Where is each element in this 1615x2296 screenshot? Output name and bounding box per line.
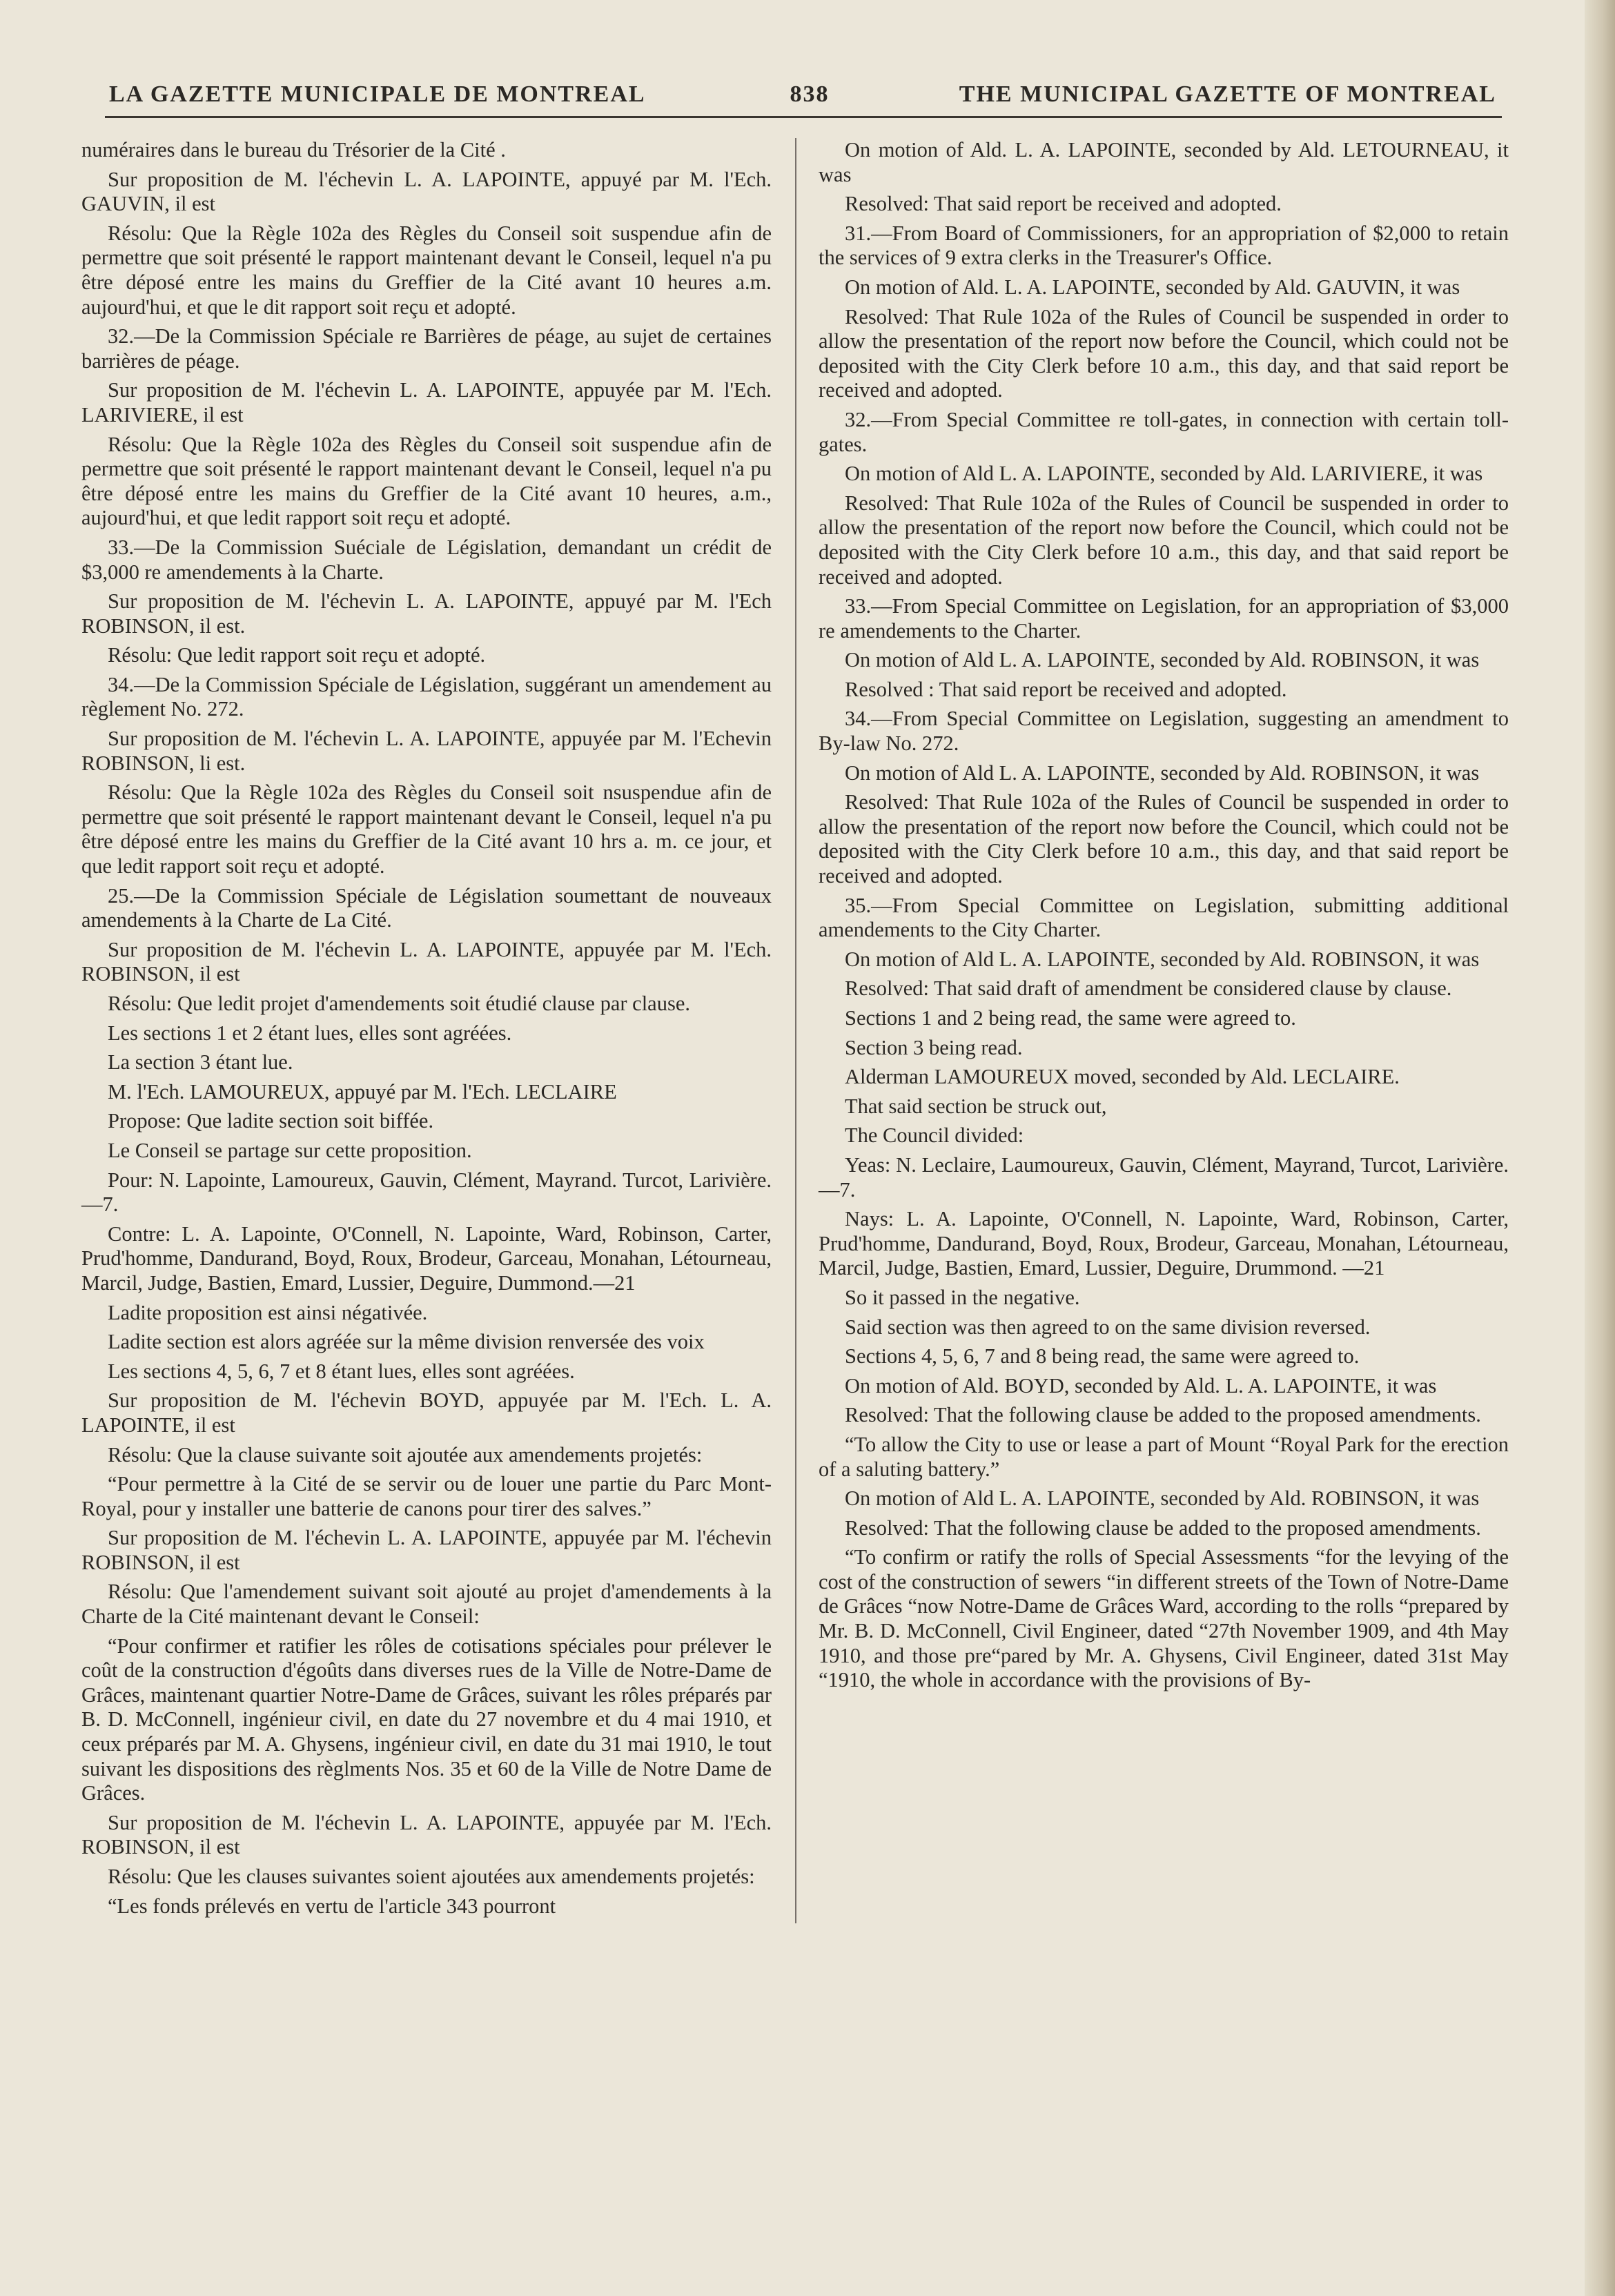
english-paragraph: Resolved: That said report be received and adopted. xyxy=(845,192,1282,216)
english-paragraph: Sections 1 and 2 being read, the same were agreed to. xyxy=(845,1006,1296,1030)
page-edge xyxy=(1585,0,1615,2296)
french-paragraph: Résolu: Que l'amendement suivant soit ajouté au projet d'amendements à la Charte de la Cité maintenant devant le Conseil: xyxy=(81,1580,772,1629)
french-paragraph: Les sections 4, 5, 6, 7 et 8 étant lues, elles sont agréées. xyxy=(108,1359,575,1383)
french-paragraph: 32.—De la Commission Spéciale re Barrières de péage, au sujet de certaines barrières de péage. xyxy=(81,324,772,373)
english-paragraph: Resolved: That the following clause be added to the proposed amendments. xyxy=(845,1515,1481,1540)
english-paragraph: “To confirm or ratify the rolls of Special Assessments “for the levying of the cost of the construction of sewers “in different streets of the Town of Notre-Dame de Grâces “now Notre-Dame de Grâces Ward, according to the rolls “prepared by Mr. B. D. McConnell, Civil Engineer, dated “27th November 1909, and 4th May 1910, and those pre“pared by Mr. A. Ghysens, Civil Engineer, dated 31st May “1910, the whole in accordance with the provisions of By- xyxy=(819,1545,1509,1692)
header-french-title: LA GAZETTE MUNICIPALE DE MONTREAL xyxy=(109,81,646,107)
english-paragraph: Resolved: That Rule 102a of the Rules of Council be suspended in order to allow the presentation of the report now before the Council, which could not be deposited with the City Clerk before 10 a.m., this day, and that said report be received and adopted. xyxy=(819,304,1509,402)
english-column xyxy=(819,138,1509,1698)
english-paragraph: On motion of Ald. BOYD, seconded by Ald. L. A. LAPOINTE, it was xyxy=(845,1373,1437,1397)
french-paragraph: Résolu: Que ledit rapport soit reçu et adopté. xyxy=(108,643,486,667)
french-paragraph: 25.—De la Commission Spéciale de Législation soumettant de nouveaux amendements à la Charte de La Cité. xyxy=(81,883,772,932)
header-english-title: THE MUNICIPAL GAZETTE OF MONTREAL xyxy=(959,81,1496,107)
french-paragraph: Sur proposition de M. l'échevin L. A. LAPOINTE, appuyé par M. l'Ech. GAUVIN, il est xyxy=(81,167,772,216)
english-paragraph: On motion of Ald L. A. LAPOINTE, seconded by Ald. ROBINSON, it was xyxy=(845,1486,1480,1511)
french-paragraph: Sur proposition de M. l'échevin L. A. LAPOINTE, appuyée par M. l'échevin ROBINSON, il est xyxy=(81,1526,772,1574)
french-paragraph: Résolu: Que la Règle 102a des Règles du Conseil soit suspendue afin de permettre que soit présenté le rapport maintenant devant le Conseil, lequel n'a pu être déposé entre les mains du Greffier de la Cité avant 10 heures, a.m., aujourd'hui, et que ledit rapport soit reçu et adopté. xyxy=(81,432,772,530)
french-paragraph: “Pour confirmer et ratifier les rôles de cotisations spéciales pour prélever le coût de la construction d'égoûts dans diverses rues de la Ville de Notre-Dame de Grâces, maintenant quartier Notre-Dame de Grâces, suivant les rôles préparés par B. D. McConnell, ingénieur civil, en date du 27 novembre et du 4 mai 1910, et ceux préparés par M. A. Ghysens, ingénieur civil, en date du 31 mai 1910, le tout suivant les dispositions des règlments Nos. 35 et 60 de la Ville de Notre Dame de Grâces. xyxy=(81,1633,772,1805)
english-paragraph: 35.—From Special Committee on Legislation, submitting additional amendements to the City Charter. xyxy=(819,893,1509,942)
english-paragraph: 32.—From Special Committee re toll-gates, in connection with certain toll-gates. xyxy=(819,407,1509,456)
english-paragraph: The Council divided: xyxy=(845,1124,1024,1148)
english-paragraph: Said section was then agreed to on the same division reversed. xyxy=(845,1315,1371,1339)
french-paragraph: Propose: Que ladite section soit biffée. xyxy=(108,1109,434,1133)
french-column xyxy=(81,138,772,1923)
french-paragraph: “Les fonds prélevés en vertu de l'article 343 pourront xyxy=(108,1894,556,1918)
french-paragraph: Ladite section est alors agréée sur la même division renversée des voix xyxy=(108,1330,705,1354)
french-paragraph: La section 3 étant lue. xyxy=(108,1050,293,1075)
french-paragraph: Contre: L. A. Lapointe, O'Connell, N. Lapointe, Ward, Robinson, Carter, Prud'homme, Dandurand, Boyd, Roux, Brodeur, Garceau, Monahan, Létourneau, Marcil, Judge, Bastien, Emard, Lussier, Deguire, Dummond.—21 xyxy=(81,1221,772,1295)
english-paragraph: On motion of Ald L. A. LAPOINTE, seconded by Ald. ROBINSON, it was xyxy=(845,761,1480,785)
english-paragraph: On motion of Ald. L. A. LAPOINTE, seconded by Ald. LETOURNEAU, it was xyxy=(819,138,1509,186)
french-paragraph: Résolu: Que la clause suivante soit ajoutée aux amendements projetés: xyxy=(108,1442,703,1466)
column-divider xyxy=(795,138,796,1923)
french-paragraph: Les sections 1 et 2 étant lues, elles sont agréées. xyxy=(108,1021,512,1045)
english-paragraph: On motion of Ald L. A. LAPOINTE, seconded by Ald. LARIVIERE, it was xyxy=(845,462,1483,486)
english-paragraph: That said section be struck out, xyxy=(845,1094,1107,1118)
header-rule xyxy=(105,116,1502,118)
french-paragraph: Sur proposition de M. l'échevin L. A. LAPOINTE, appuyée par M. l'Echevin ROBINSON, li est. xyxy=(81,727,772,775)
english-paragraph: 33.—From Special Committee on Legislation, for an appropriation of $3,000 re amendements to the Charter. xyxy=(819,594,1509,642)
english-paragraph: Yeas: N. Leclaire, Laumoureux, Gauvin, Clément, Mayrand, Turcot, Larivière.—7. xyxy=(819,1152,1509,1201)
french-paragraph: Sur proposition de M. l'échevin L. A. LAPOINTE, appuyé par M. l'Ech ROBINSON, il est. xyxy=(81,589,772,638)
english-paragraph: Resolved : That said report be received and adopted. xyxy=(845,677,1287,701)
french-paragraph: 33.—De la Commission Suéciale de Législation, demandant un crédit de $3,000 re amendements à la Charte. xyxy=(81,535,772,584)
french-paragraph: Ladite proposition est ainsi négativée. xyxy=(108,1300,428,1324)
english-paragraph: 34.—From Special Committee on Legislation, suggesting an amendment to By-law No. 272. xyxy=(819,707,1509,756)
french-paragraph: Pour: N. Lapointe, Lamoureux, Gauvin, Clément, Mayrand. Turcot, Larivière.—7. xyxy=(81,1168,772,1217)
french-paragraph: Résolu: Que les clauses suivantes soient ajoutées aux amendements projetés: xyxy=(108,1865,755,1888)
english-paragraph: Resolved: That said draft of amendment be considered clause by clause. xyxy=(845,977,1452,1001)
french-paragraph: numéraires dans le bureau du Trésorier de la Cité . xyxy=(81,138,506,161)
page-number: 838 xyxy=(790,81,830,107)
french-paragraph: Résolu: Que la Règle 102a des Règles du Conseil soit nsuspendue afin de permettre que soit présenté le rapport maintenant devant le Conseil, lequel n'a pu être déposé entre les mains du Greffier de la Cité avant 10 hrs a. m. ce jour, et que ledit rapport soit reçu et adopté. xyxy=(81,781,772,879)
french-paragraph: Sur proposition de M. l'échevin BOYD, appuyée par M. l'Ech. L. A. LAPOINTE, il est xyxy=(81,1389,772,1437)
english-paragraph: Section 3 being read. xyxy=(845,1035,1023,1059)
english-paragraph: Sections 4, 5, 6, 7 and 8 being read, the same were agreed to. xyxy=(845,1344,1360,1368)
english-paragraph: On motion of Ald. L. A. LAPOINTE, seconded by Ald. GAUVIN, it was xyxy=(845,275,1460,299)
french-paragraph: 34.—De la Commission Spéciale de Législation, suggérant un amendement au règlement No. 272. xyxy=(81,672,772,721)
french-paragraph: Résolu: Que ledit projet d'amendements soit étudié clause par clause. xyxy=(108,992,690,1015)
english-paragraph: On motion of Ald L. A. LAPOINTE, seconded by Ald. ROBINSON, it was xyxy=(845,947,1480,971)
english-paragraph: So it passed in the negative. xyxy=(845,1285,1080,1309)
french-paragraph: Résolu: Que la Règle 102a des Règles du Conseil soit suspendue afin de permettre que soit présenté le rapport maintenant devant le Conseil, lequel n'a pu être déposé entre les mains du Greffier de la Cité avant 10 heures a.m. aujourd'hui, et que le dit rapport soit reçu et adopté. xyxy=(81,221,772,319)
english-paragraph: “To allow the City to use or lease a part of Mount “Royal Park for the erection of a saluting battery.” xyxy=(819,1432,1509,1481)
english-paragraph: 31.—From Board of Commissioners, for an appropriation of $2,000 to retain the services of 9 extra clerks in the Treasurer's Office. xyxy=(819,221,1509,270)
french-paragraph: Sur proposition de M. l'échevin L. A. LAPOINTE, appuyée par M. l'Ech. ROBINSON, il est xyxy=(81,937,772,986)
english-paragraph: On motion of Ald L. A. LAPOINTE, seconded by Ald. ROBINSON, it was xyxy=(845,648,1480,672)
english-paragraph: Alderman LAMOUREUX moved, seconded by Ald. LECLAIRE. xyxy=(845,1065,1400,1089)
french-paragraph: Sur proposition de M. l'échevin L. A. LAPOINTE, appuyée par M. l'Ech. ROBINSON, il est xyxy=(81,1810,772,1859)
english-paragraph: Resolved: That Rule 102a of the Rules of Council be suspended in order to allow the presentation of the report now before the Council, which could not be deposited with the City Clerk before 10 a.m., this day, and that said report be received and adopted. xyxy=(819,491,1509,589)
french-paragraph: “Pour permettre à la Cité de se servir ou de louer une partie du Parc Mont-Royal, pour y installer une batterie de canons pour tirer des salves.” xyxy=(81,1472,772,1520)
english-paragraph: Nays: L. A. Lapointe, O'Connell, N. Lapointe, Ward, Robinson, Carter, Prud'homme, Dandurand, Boyd, Roux, Brodeur, Garceau, Monahan, Létourneau, Marcil, Judge, Bastien, Emard, Lussier, Deguire, Drummond. —21 xyxy=(819,1207,1509,1280)
english-paragraph: Resolved: That the following clause be added to the proposed amendments. xyxy=(845,1403,1481,1427)
english-paragraph: Resolved: That Rule 102a of the Rules of Council be suspended in order to allow the presentation of the report now before the Council, which could not be deposited with the City Clerk before 10 a.m., this day, and that said report be received and adopted. xyxy=(819,790,1509,888)
french-paragraph: M. l'Ech. LAMOUREUX, appuyé par M. l'Ech. LECLAIRE xyxy=(108,1079,617,1103)
french-paragraph: Le Conseil se partage sur cette proposition. xyxy=(108,1138,472,1162)
french-paragraph: Sur proposition de M. l'échevin L. A. LAPOINTE, appuyée par M. l'Ech. LARIVIERE, il est xyxy=(81,378,772,426)
